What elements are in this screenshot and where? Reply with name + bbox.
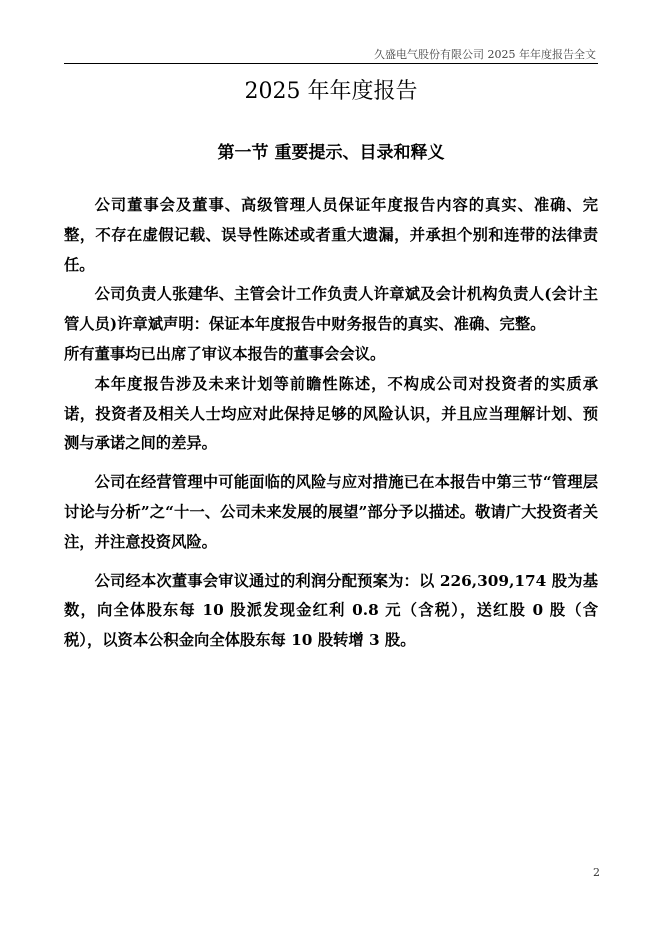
paragraph-financial-report-statement: 公司负责人张建华、主管会计工作负责人许章斌及会计机构负责人(会计主管人员)许章斌声明：保证本年度报告中财务报告的真实、准确、完整。 [64,285,598,334]
paragraph-risk-notice: 公司在经营管理中可能面临的风险与应对措施已在本报告中第三节“管理层讨论与分析”之“十一、公司未来发展的展望”部分予以描述。敬请广大投资者关注，并注意投资风险。 [64,473,598,551]
page-number: 2 [593,866,600,879]
paragraph-forward-looking: 本年度报告涉及未来计划等前瞻性陈述，不构成公司对投资者的实质承诺，投资者及相关人士均应对此保持足够的风险认识，并且应当理解计划、预测与承诺之间的差异。 [64,374,598,453]
header-rule [64,63,598,64]
section-title: 第一节 重要提示、目录和释义 [217,143,445,163]
document-title: 2025 年年度报告 [244,79,418,104]
body-text [64,191,598,656]
paragraph-profit-distribution: 公司经本次董事会审议通过的利润分配预案为：以 226,309,174 股为基数，向全体股东每 10 股派发现金红利 0.8 元（含税），送红股 0 股（含税），以资本公积金向全体股东每 10 股转增 3 股。 [64,571,598,650]
paragraph-responsibility-statement: 公司董事会及董事、高级管理人员保证年度报告内容的真实、准确、完整，不存在虚假记载、误导性陈述或者重大遗漏，并承担个别和连带的法律责任。 [64,196,598,274]
paragraph-board-attendance: 所有董事均已出席了审议本报告的董事会会议。 [64,344,386,363]
running-header: 久盛电气股份有限公司 2025 年年度报告全文 [374,48,596,61]
